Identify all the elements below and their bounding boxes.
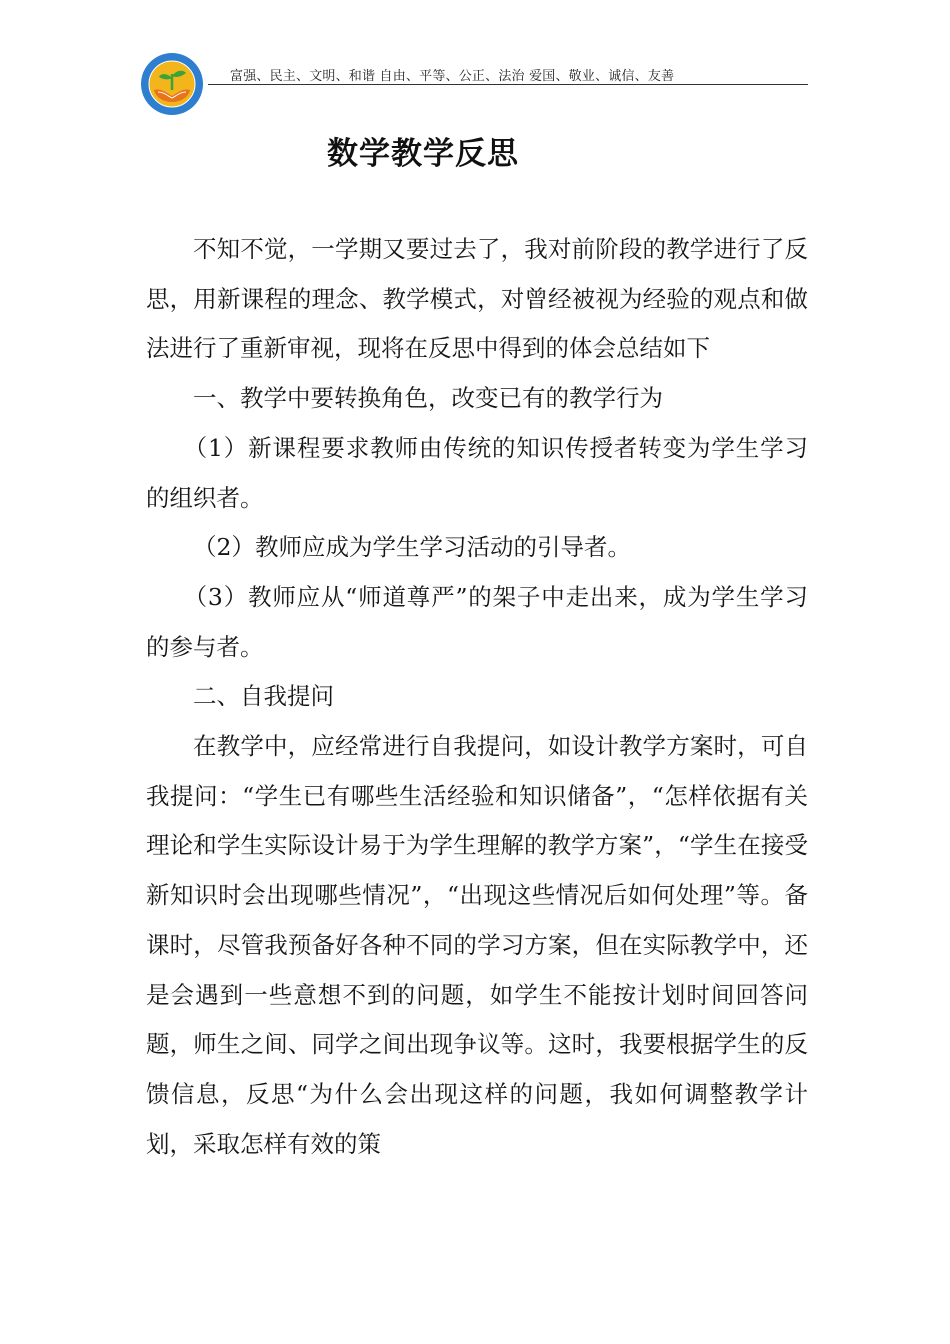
paragraph-intro: 不知不觉，一学期又要过去了，我对前阶段的教学进行了反思，用新课程的理念、教学模式，对曾经被视为经验的观点和做法进行了重新审视，现将在反思中得到的体会总结如下 [146,235,808,363]
section-heading-1: 一、教学中要转换角色，改变已有的教学行为 [193,384,663,413]
school-emblem-icon [140,52,204,116]
page-header [140,50,808,116]
header-motto: 富强、民主、文明、和谐 自由、平等、公正、法治 爱国、敬业、诚信、友善 [230,69,675,84]
paragraph-self-questioning: 在教学中，应经常进行自我提问，如设计教学方案时，可自我提问：“学生已有哪些生活经验和知识储备”，“怎样依据有关理论和学生实际设计易于为学生理解的教学方案”，“学生在接受新知识时会出现哪些情况”，“出现这些情况后如何处理”等。备课时，尽管我预备好各种不同的学习方案，但在实际教学中，还是会遇到一些意想不到的问题，如学生不能按计划时间回答问题，师生之间、同学之间出现争议等。这时，我要根据学生的反馈信息，反思“为什么会出现这样的问题，我如何调整教学计划，采取怎样有效的策 [146,732,808,1158]
document-title: 数学教学反思 [327,136,519,172]
document-body [146,225,808,1169]
header-divider [208,84,808,85]
section-heading-2: 二、自我提问 [193,682,334,711]
list-item-3: （3）教师应从“师道尊严”的架子中走出来，成为学生学习的参与者。 [146,582,808,661]
list-item-1: （1）新课程要求教师由传统的知识传授者转变为学生学习的组织者。 [146,433,808,512]
list-item-2: （2）教师应成为学生学习活动的引导者。 [193,533,631,562]
